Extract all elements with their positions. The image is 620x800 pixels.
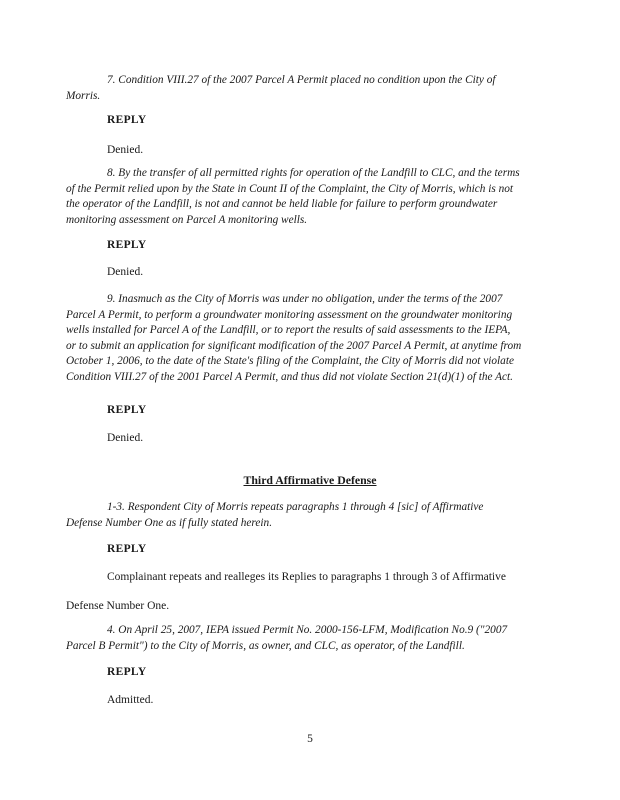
response-denied: Denied. xyxy=(107,432,144,444)
response-realleges: Complainant repeats and realleges its Replies to paragraphs 1 through 3 of Affirmative xyxy=(107,571,506,583)
response-denied: Denied. xyxy=(107,266,144,278)
reply-heading: REPLY xyxy=(107,404,147,416)
response-realleges-continued: Defense Number One. xyxy=(66,600,170,612)
reply-heading: REPLY xyxy=(107,239,147,251)
reply-heading: REPLY xyxy=(107,666,147,678)
page-number: 5 xyxy=(307,733,313,745)
paragraph-1-3: 1-3. Respondent City of Morris repeats paragraphs 1 through 4 [sic] of Affirmative Defense Number One as if fully stated herein. xyxy=(66,501,484,529)
response-denied: Denied. xyxy=(107,144,144,156)
section-heading: Third Affirmative Defense xyxy=(243,473,377,487)
response-admitted: Admitted. xyxy=(107,694,154,706)
paragraph-8: 8. By the transfer of all permitted rights for operation of the Landfill to CLC, and the terms of the Permit relied upon by the State in Count II of the Complaint, the City of Morris, which is not the operator of the Landfill, is not and cannot be held liable for failure to perform groundwater monitoring assessment on Parcel A monitoring wells. xyxy=(66,167,520,226)
paragraph-4: 4. On April 25, 2007, IEPA issued Permit No. 2000-156-LFM, Modification No.9 ("2007 Parcel B Permit") to the City of Morris, as owner, and CLC, as operator, of the Landfill. xyxy=(66,624,508,652)
reply-heading: REPLY xyxy=(107,543,147,555)
reply-heading: REPLY xyxy=(107,114,147,126)
paragraph-7: 7. Condition VIII.27 of the 2007 Parcel A Permit placed no condition upon the City of Morris. xyxy=(66,74,496,102)
paragraph-9: 9. Inasmuch as the City of Morris was under no obligation, under the terms of the 2007 Parcel A Permit, to perform a groundwater monitoring assessment on the groundwater monitoring wells installed for Parcel A of the Landfill, or to report the results of said assessments to the IEPA, or to submit an application for significant modification of the 2007 Parcel A Permit, at anytime from October 1, 2006, to the date of the State's filing of the Complaint, the City of Morris did not violate Condition VIII.27 of the 2001 Parcel A Permit, and thus did not violate Section 21(d)(1) of the Act. xyxy=(66,293,522,383)
